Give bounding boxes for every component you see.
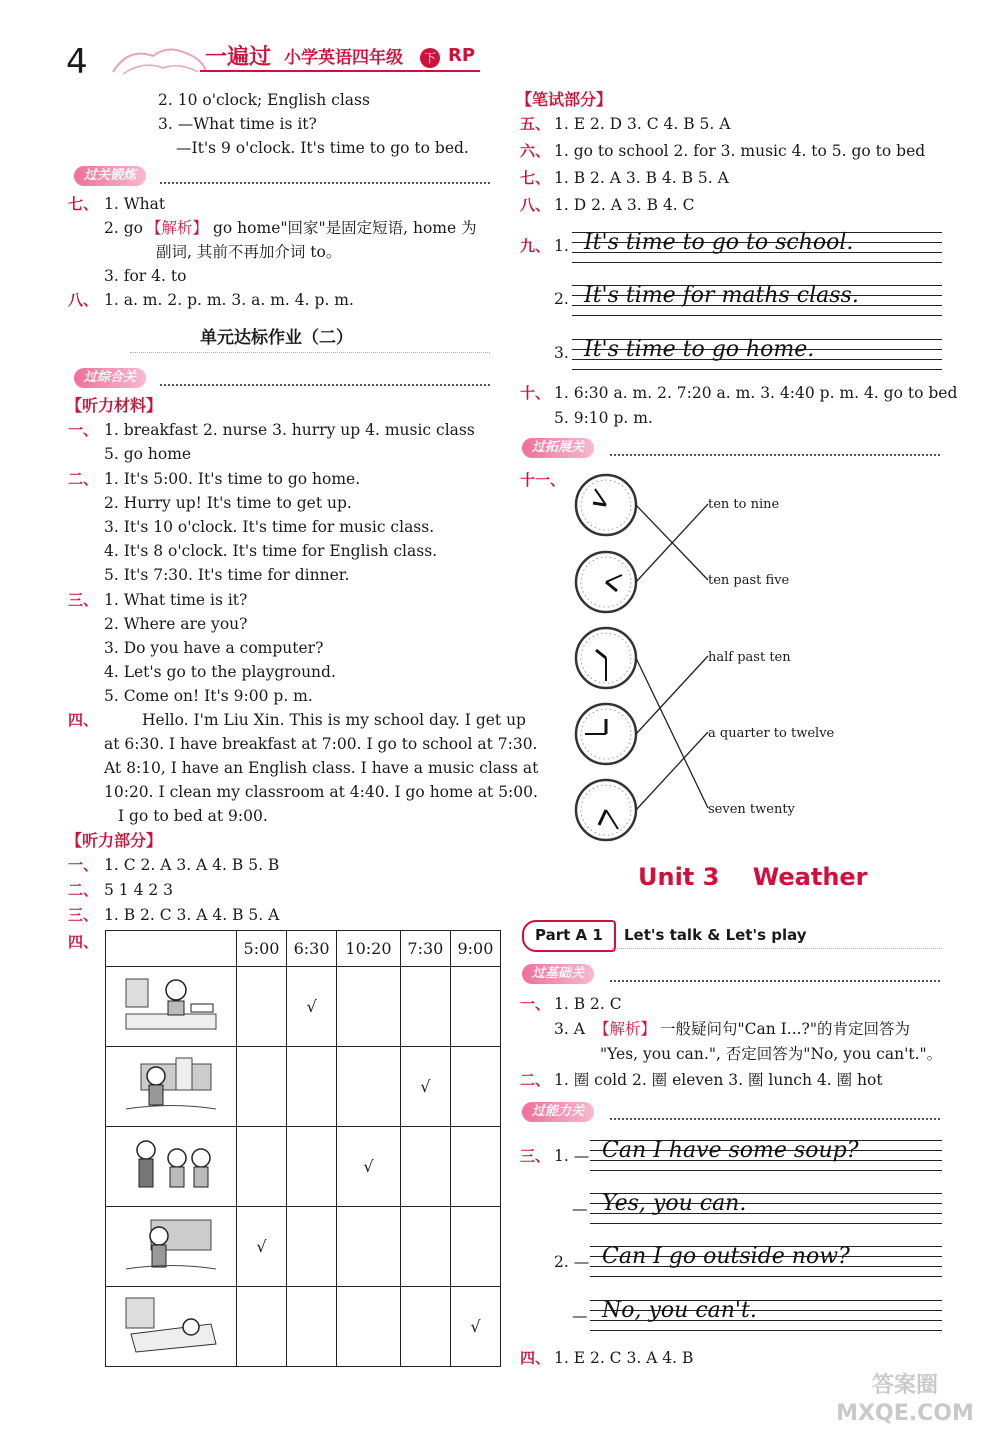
section-label: 一、 — [520, 995, 551, 1013]
divider — [160, 182, 490, 184]
check-cell — [400, 1207, 450, 1287]
check-cell — [450, 1047, 500, 1127]
edition: RP — [448, 45, 476, 66]
answer-line: 4. It's 8 o'clock. It's time for English class. — [104, 542, 438, 560]
item-number: 1. — [554, 237, 569, 255]
answer-line: 3. Do you have a computer? — [104, 639, 324, 657]
check-cell — [450, 1127, 500, 1207]
listening-part-heading: 【听力部分】 — [66, 831, 163, 850]
answer-line: 1. It's 5:00. It's time to go home. — [104, 470, 361, 488]
part-underline — [612, 948, 942, 949]
divider — [610, 980, 940, 982]
handwritten-sentence: Yes, you can. — [602, 1191, 747, 1216]
check-cell — [287, 1207, 337, 1287]
item-number: — — [572, 1307, 588, 1325]
section-tab: 过能力关 — [522, 1102, 594, 1122]
answer-line: 4. Let's go to the playground. — [104, 663, 336, 681]
analysis-tag: 【解析】 — [594, 1020, 657, 1038]
table-corner — [106, 931, 237, 967]
answer-line: 1. breakfast 2. nurse 3. hurry up 4. music class — [104, 421, 475, 439]
check-cell — [400, 967, 450, 1047]
check-cell — [237, 1047, 287, 1127]
section-label: 八、 — [68, 291, 99, 309]
table-row — [106, 1127, 501, 1207]
check-cell — [337, 1207, 401, 1287]
check-cell — [287, 1127, 337, 1207]
answer-line: 1. a. m. 2. p. m. 3. a. m. 4. p. m. — [104, 291, 354, 309]
handwritten-sentence: It's time for maths class. — [584, 283, 859, 308]
divider — [610, 454, 940, 456]
answer-line: 5 1 4 2 3 — [104, 881, 174, 899]
section-label: 四、 — [68, 711, 99, 729]
scene-music-class-picture — [106, 1127, 237, 1207]
time-header: 10:20 — [337, 931, 401, 967]
section-label: 四、 — [520, 1349, 551, 1367]
answer-line: 1. 圈 cold 2. 圈 eleven 3. 圈 lunch 4. 圈 hot — [554, 1071, 883, 1089]
handwritten-sentence: No, you can't. — [602, 1298, 757, 1323]
answer-line: —It's 9 o'clock. It's time to go to bed. — [176, 139, 469, 157]
answer-line: 3. —What time is it? — [158, 115, 317, 133]
answer-line: 1. C 2. A 3. A 4. B 5. B — [104, 856, 280, 874]
written-part-heading: 【笔试部分】 — [516, 90, 613, 109]
analysis-tag: 【解析】 — [146, 219, 209, 237]
unit-test-title: 单元达标作业（二） — [200, 328, 353, 348]
check-cell — [337, 967, 401, 1047]
answer-line: 1. go to school 2. for 3. music 4. to 5. go to bed — [554, 142, 926, 160]
answer-line: go home"回家"是固定短语, home 为 — [213, 219, 477, 237]
table-row — [106, 967, 501, 1047]
table-row — [106, 1287, 501, 1367]
answer-line: 1. D 2. A 3. B 4. C — [554, 196, 695, 214]
item-number: — — [572, 1200, 588, 1218]
section-label: 二、 — [520, 1071, 551, 1089]
page-number: 4 — [66, 42, 88, 82]
passage-line: Hello. I'm Liu Xin. This is my school day. I get up — [142, 711, 526, 729]
check-cell — [237, 967, 287, 1047]
answer-line: "Yes, you can.", 否定回答为"No, you can't."。 — [600, 1045, 943, 1063]
check-cell: √ — [337, 1127, 401, 1207]
part-label: Part A 1 — [535, 926, 603, 944]
check-cell — [337, 1287, 401, 1367]
header-decoration — [108, 42, 208, 78]
title-underline — [130, 352, 490, 353]
answer-line: 1. B 2. A 3. B 4. B 5. A — [554, 169, 729, 187]
item-number: 2. — [554, 290, 569, 308]
answer-line: 1. What time is it? — [104, 591, 248, 609]
section-label: 八、 — [520, 196, 551, 214]
passage-line: At 8:10, I have an English class. I have a music class at — [104, 759, 539, 777]
item-number: 2. — — [554, 1253, 590, 1271]
time-header: 6:30 — [287, 931, 337, 967]
part-title: Let's talk & Let's play — [624, 926, 807, 944]
check-cell — [450, 967, 500, 1047]
answer-line: 5. It's 7:30. It's time for dinner. — [104, 566, 350, 584]
section-label: 七、 — [520, 169, 551, 187]
matching-lines — [630, 490, 720, 820]
match-label: ten past five — [708, 573, 790, 588]
match-label: ten to nine — [708, 497, 780, 512]
section-tab: 过关锻炼 — [74, 166, 146, 186]
section-label: 五、 — [520, 115, 551, 133]
answer-line: 3. It's 10 o'clock. It's time for music class. — [104, 518, 435, 536]
time-header: 9:00 — [450, 931, 500, 967]
passage-line: I go to bed at 9:00. — [118, 807, 268, 825]
watermark: 答案圈 MXQE.COM — [836, 1373, 974, 1426]
answer-line: 2. Where are you? — [104, 615, 248, 633]
section-label: 三、 — [520, 1147, 551, 1165]
unit-title: Unit 3 Weather — [638, 863, 868, 891]
answer-line: 1. B 2. C 3. A 4. B 5. A — [104, 906, 280, 924]
match-label: seven twenty — [708, 802, 795, 817]
section-label: 二、 — [68, 470, 99, 488]
check-cell — [237, 1127, 287, 1207]
scene-breakfast-picture — [106, 967, 237, 1047]
listening-material-heading: 【听力材料】 — [66, 396, 163, 415]
section-label: 一、 — [68, 421, 99, 439]
item-number: 3. — [554, 344, 569, 362]
time-header: 7:30 — [400, 931, 450, 967]
check-cell — [450, 1207, 500, 1287]
section-label: 七、 — [68, 195, 99, 213]
answer-line: 5. 9:10 p. m. — [554, 409, 653, 427]
schedule-table — [105, 930, 501, 1367]
check-cell: √ — [450, 1287, 500, 1367]
answer-line: 1. E 2. C 3. A 4. B — [554, 1349, 694, 1367]
answer-line: 1. 6:30 a. m. 2. 7:20 a. m. 3. 4:40 p. m. 4. go to bed — [554, 384, 958, 402]
answer-line: 1. B 2. C — [554, 995, 622, 1013]
answer-line: 3. A — [554, 1020, 585, 1038]
section-label: 九、 — [520, 237, 551, 255]
answer-line: 1. What — [104, 195, 166, 213]
answer-line: 副词, 其前不再加介词 to。 — [156, 243, 342, 261]
handwritten-sentence: It's time to go to school. — [584, 230, 854, 255]
scene-go-home-picture — [106, 1207, 237, 1287]
check-cell — [287, 1047, 337, 1127]
table-row — [106, 1047, 501, 1127]
check-cell — [400, 1127, 450, 1207]
check-cell: √ — [287, 967, 337, 1047]
scene-bed-picture — [106, 1287, 237, 1367]
section-label: 二、 — [68, 881, 99, 899]
handwritten-sentence: Can I go outside now? — [602, 1244, 850, 1269]
check-cell — [337, 1047, 401, 1127]
section-label: 一、 — [68, 856, 99, 874]
answer-line: 5. Come on! It's 9:00 p. m. — [104, 687, 313, 705]
table-row — [106, 1207, 501, 1287]
handwritten-sentence: It's time to go home. — [584, 337, 815, 362]
book-title: 小学英语四年级 — [284, 48, 403, 68]
divider — [160, 384, 490, 386]
section-label: 十、 — [520, 384, 551, 402]
passage-line: 10:20. I clean my classroom at 4:40. I go home at 5:00. — [104, 783, 538, 801]
section-label: 六、 — [520, 142, 551, 160]
section-tab: 过基础关 — [522, 964, 594, 984]
section-label: 三、 — [68, 591, 99, 609]
handwritten-sentence: Can I have some soup? — [602, 1138, 859, 1163]
check-cell: √ — [400, 1047, 450, 1127]
answer-line: 2. 10 o'clock; English class — [158, 91, 370, 109]
answer-line: 一般疑问句"Can I...?"的肯定回答为 — [660, 1020, 910, 1038]
passage-line: at 6:30. I have breakfast at 7:00. I go to school at 7:30. — [104, 735, 538, 753]
answer-line: 3. for 4. to — [104, 267, 187, 285]
section-label: 十一、 — [520, 471, 566, 489]
answer-line: 1. E 2. D 3. C 4. B 5. A — [554, 115, 731, 133]
answer-line: 2. go — [104, 219, 143, 237]
check-cell — [400, 1287, 450, 1367]
header-rule — [200, 70, 480, 72]
answer-line: 5. go home — [104, 445, 192, 463]
section-tab: 过综合关 — [74, 368, 146, 388]
match-label: half past ten — [708, 650, 791, 665]
answer-line: 2. Hurry up! It's time to get up. — [104, 494, 352, 512]
brand-logo: 一遍过 — [205, 45, 272, 70]
section-label: 四、 — [68, 933, 99, 951]
time-header: 5:00 — [237, 931, 287, 967]
check-cell — [287, 1287, 337, 1367]
divider — [610, 1118, 940, 1120]
volume-badge: 下 — [420, 48, 440, 68]
section-tab: 过拓展关 — [522, 438, 594, 458]
section-label: 三、 — [68, 906, 99, 924]
scene-school-picture — [106, 1047, 237, 1127]
check-cell: √ — [237, 1207, 287, 1287]
check-cell — [237, 1287, 287, 1367]
item-number: 1. — — [554, 1147, 590, 1165]
match-label: a quarter to twelve — [708, 726, 835, 741]
